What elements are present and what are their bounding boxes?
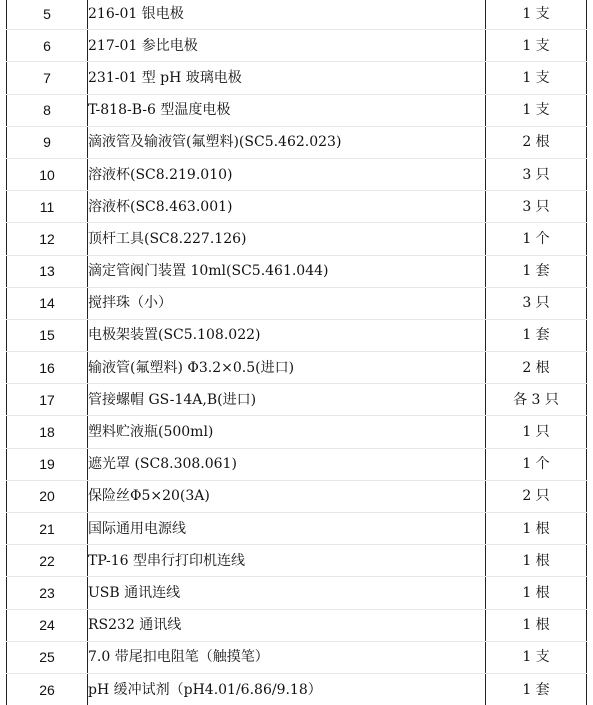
item-name-cell: USB 通讯连线 (88, 577, 486, 609)
item-number-cell: 8 (7, 94, 88, 126)
table-row (7, 287, 587, 319)
table-row (7, 255, 587, 287)
item-quantity-cell: 3 只 (486, 158, 587, 190)
item-quantity-cell: 2 根 (486, 126, 587, 158)
item-name-cell: T-818-B-6 型温度电极 (88, 94, 486, 126)
item-number-cell: 25 (7, 641, 88, 673)
item-number-cell: 26 (7, 673, 88, 705)
item-name-cell: 216-01 银电极 (88, 0, 486, 30)
item-quantity-cell: 1 支 (486, 30, 587, 62)
item-quantity-cell: 1 支 (486, 94, 587, 126)
table-row (7, 62, 587, 94)
item-number-cell: 5 (7, 0, 88, 30)
table-row (7, 513, 587, 545)
item-name-cell: RS232 通讯线 (88, 609, 486, 641)
item-number-cell: 12 (7, 223, 88, 255)
table-row (7, 0, 587, 30)
item-name-cell: 7.0 带尾扣电阻笔（触摸笔） (88, 641, 486, 673)
table-row (7, 191, 587, 223)
item-number-cell: 10 (7, 158, 88, 190)
item-quantity-cell: 1 支 (486, 641, 587, 673)
item-quantity-cell: 各 3 只 (486, 384, 587, 416)
table-row (7, 416, 587, 448)
table-row (7, 609, 587, 641)
table-row (7, 384, 587, 416)
item-quantity-cell: 2 只 (486, 480, 587, 512)
item-quantity-cell: 1 套 (486, 319, 587, 351)
item-name-cell: 滴定管阀门装置 10ml(SC5.461.044) (88, 255, 486, 287)
item-number-cell: 18 (7, 416, 88, 448)
item-number-cell: 15 (7, 319, 88, 351)
item-quantity-cell: 1 根 (486, 545, 587, 577)
item-quantity-cell: 1 套 (486, 673, 587, 705)
item-name-cell: 遮光罩 (SC8.308.061) (88, 448, 486, 480)
table-row (7, 158, 587, 190)
item-quantity-cell: 2 根 (486, 352, 587, 384)
item-name-cell: 塑料贮液瓶(500ml) (88, 416, 486, 448)
item-name-cell: 231-01 型 pH 玻璃电极 (88, 62, 486, 94)
item-name-cell: 管接螺帽 GS-14A,B(进口) (88, 384, 486, 416)
table-row (7, 577, 587, 609)
item-number-cell: 21 (7, 513, 88, 545)
item-quantity-cell: 3 只 (486, 191, 587, 223)
item-number-cell: 16 (7, 352, 88, 384)
item-quantity-cell: 1 根 (486, 577, 587, 609)
item-name-cell: 保险丝Φ5×20(3A) (88, 480, 486, 512)
item-name-cell: 溶液杯(SC8.219.010) (88, 158, 486, 190)
item-number-cell: 6 (7, 30, 88, 62)
item-name-cell: 滴液管及输液管(氟塑料)(SC5.462.023) (88, 126, 486, 158)
item-number-cell: 22 (7, 545, 88, 577)
table-row (7, 94, 587, 126)
item-name-cell: 溶液杯(SC8.463.001) (88, 191, 486, 223)
item-quantity-cell: 1 只 (486, 416, 587, 448)
item-quantity-cell: 1 支 (486, 0, 587, 30)
item-number-cell: 7 (7, 62, 88, 94)
item-number-cell: 9 (7, 126, 88, 158)
item-quantity-cell: 1 支 (486, 62, 587, 94)
item-number-cell: 20 (7, 480, 88, 512)
item-quantity-cell: 1 个 (486, 223, 587, 255)
item-name-cell: 输液管(氟塑料) Φ3.2×0.5(进口) (88, 352, 486, 384)
table-row (7, 126, 587, 158)
item-name-cell: 217-01 参比电极 (88, 30, 486, 62)
item-number-cell: 11 (7, 191, 88, 223)
item-name-cell: 国际通用电源线 (88, 513, 486, 545)
item-quantity-cell: 1 套 (486, 255, 587, 287)
table-row (7, 673, 587, 705)
table-row (7, 30, 587, 62)
item-name-cell: pH 缓冲试剂（pH4.01/6.86/9.18） (88, 673, 486, 705)
item-number-cell: 13 (7, 255, 88, 287)
item-quantity-cell: 1 根 (486, 513, 587, 545)
item-number-cell: 14 (7, 287, 88, 319)
item-number-cell: 24 (7, 609, 88, 641)
item-quantity-cell: 3 只 (486, 287, 587, 319)
table-row (7, 480, 587, 512)
item-quantity-cell: 1 根 (486, 609, 587, 641)
table-row (7, 352, 587, 384)
table-row (7, 319, 587, 351)
item-number-cell: 19 (7, 448, 88, 480)
item-number-cell: 17 (7, 384, 88, 416)
item-name-cell: 电极架装置(SC5.108.022) (88, 319, 486, 351)
table-row (7, 448, 587, 480)
item-name-cell: 顶杆工具(SC8.227.126) (88, 223, 486, 255)
table-row (7, 641, 587, 673)
item-quantity-cell: 1 个 (486, 448, 587, 480)
table-row (7, 545, 587, 577)
parts-table-body (7, 0, 587, 705)
item-name-cell: TP-16 型串行打印机连线 (88, 545, 486, 577)
item-name-cell: 搅拌珠（小） (88, 287, 486, 319)
table-row (7, 223, 587, 255)
item-number-cell: 23 (7, 577, 88, 609)
parts-table (6, 0, 587, 705)
